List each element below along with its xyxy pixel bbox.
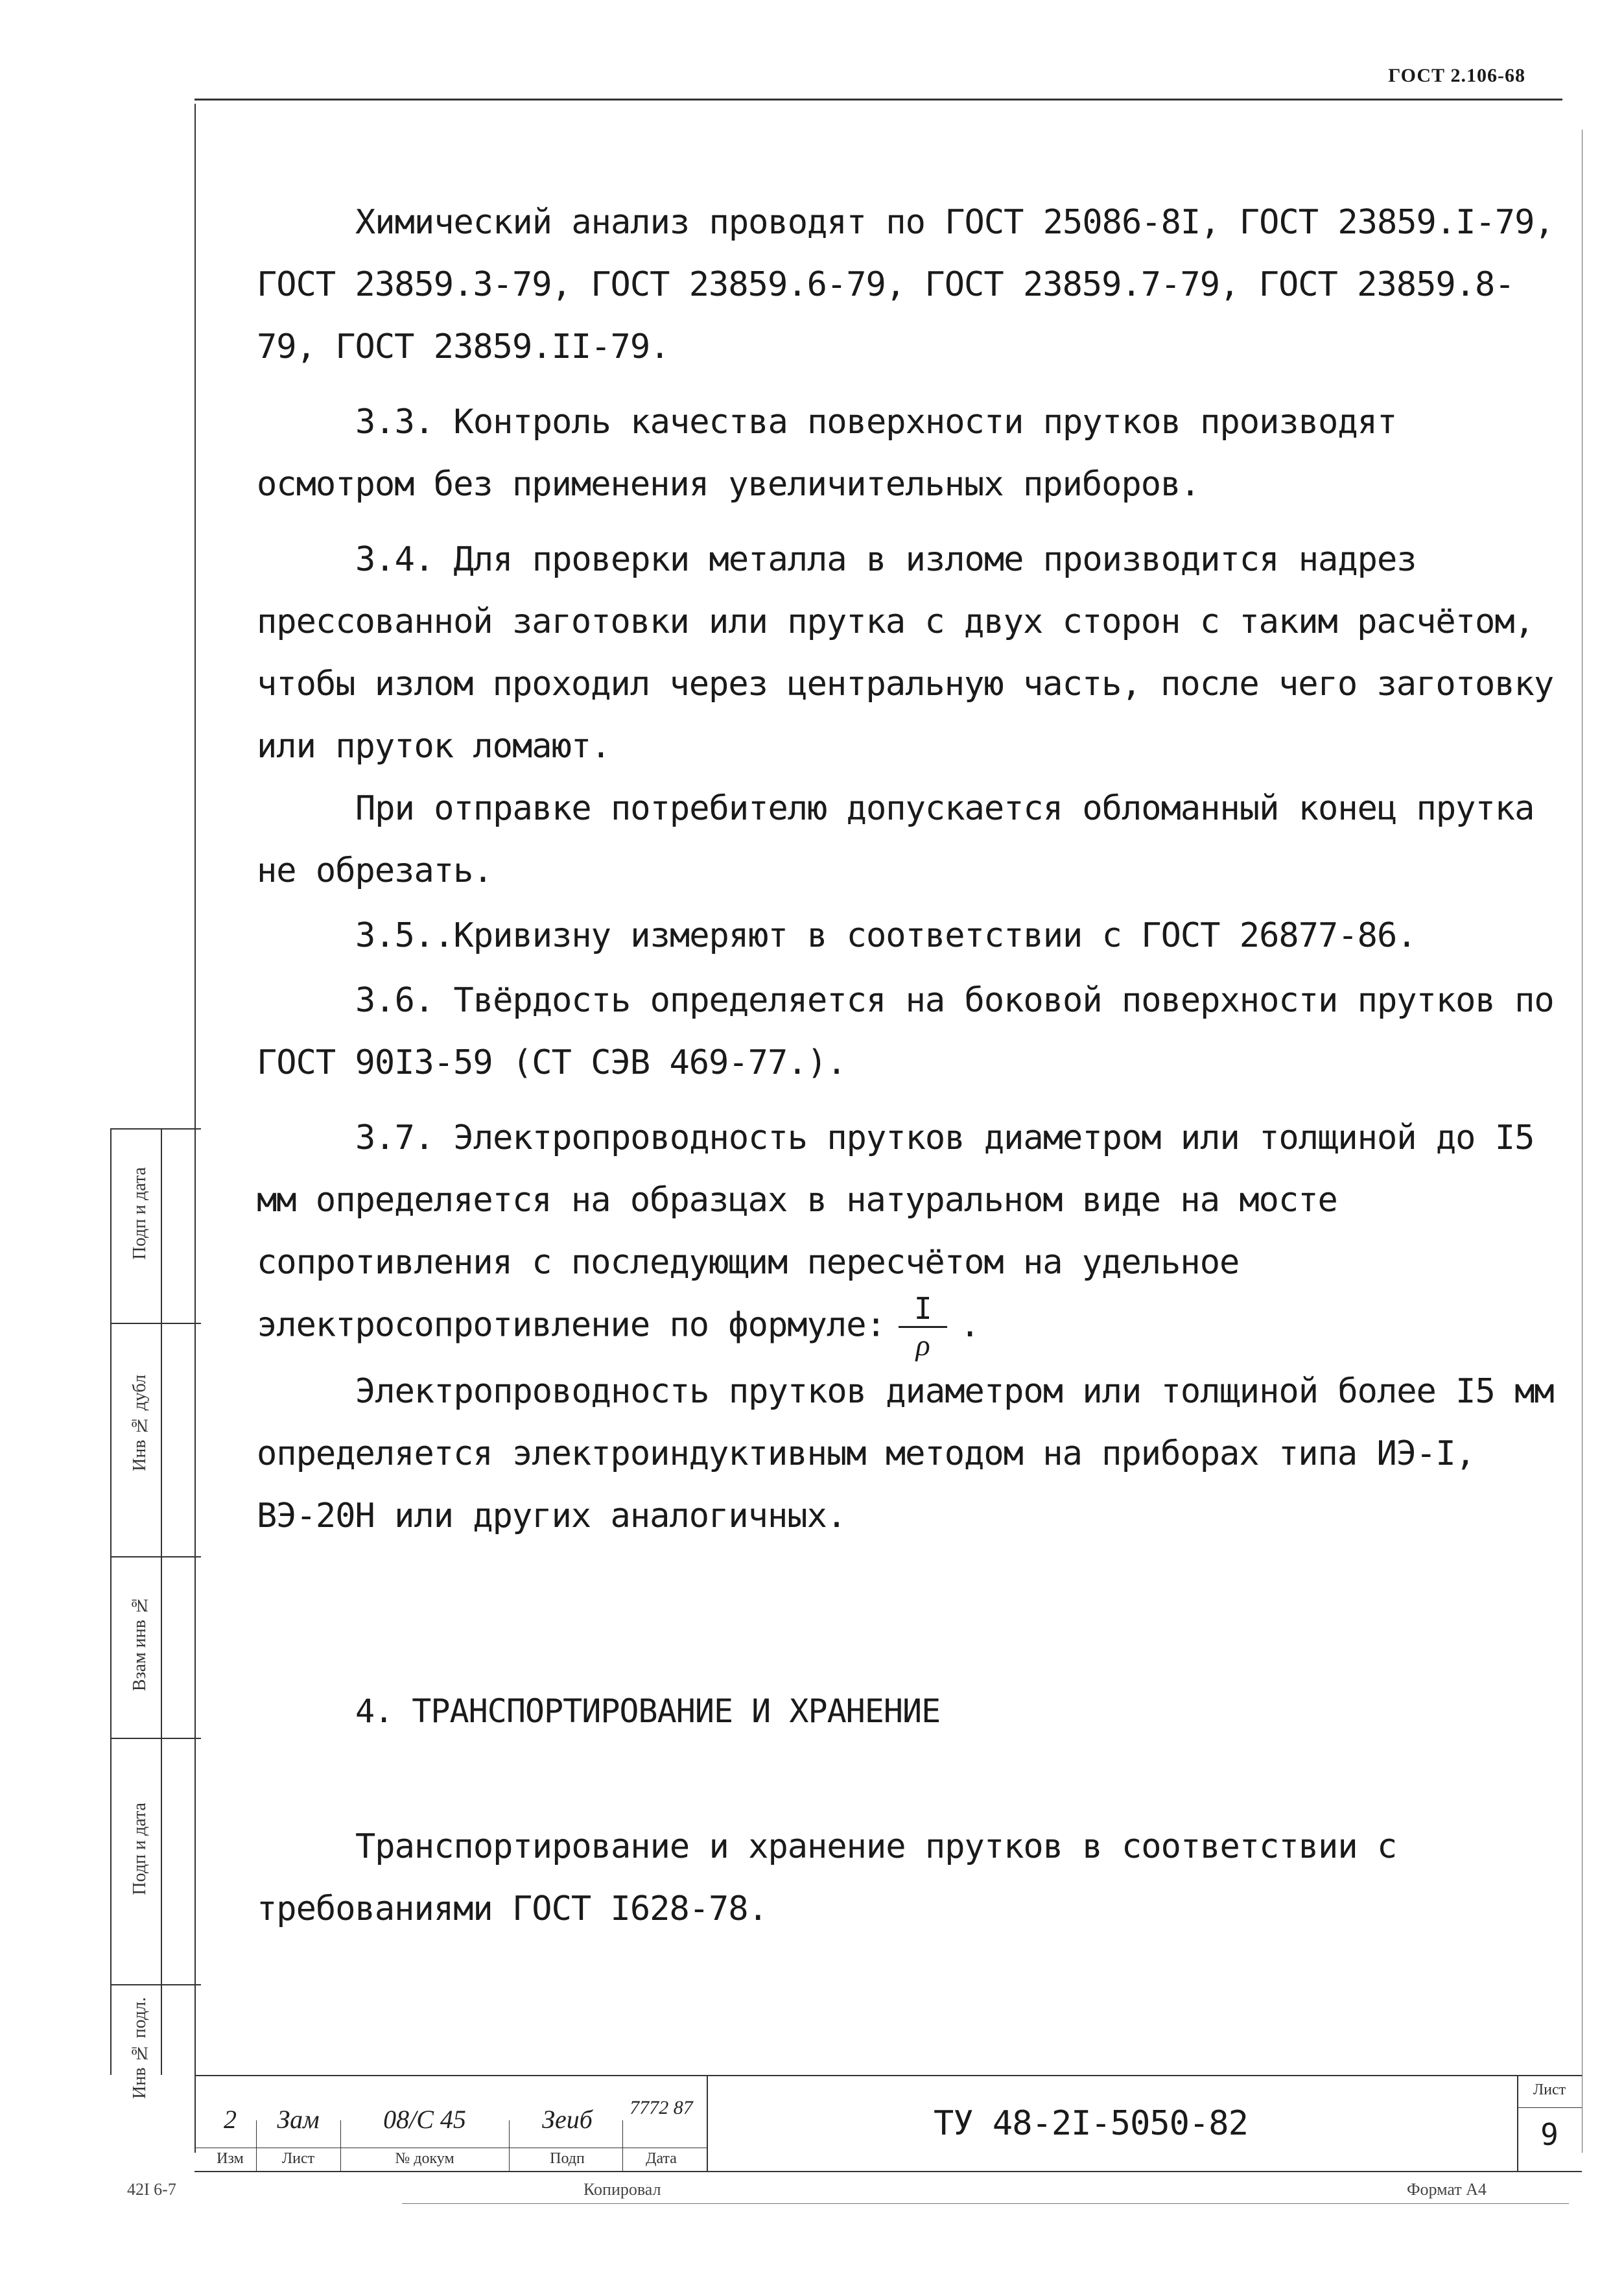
side-stamp-div-4 [110,1738,201,1739]
document-code: ТУ 48-2I-5050-82 [934,2104,1248,2143]
document-body [257,191,1573,1547]
title-block-label-izm: Изм [217,2150,244,2167]
title-block-signature: Зеиб [542,2105,593,2134]
sheet-label: Лист [1533,2081,1566,2098]
footer-format: Формат А4 [1407,2180,1487,2199]
title-block-bottom-line [194,2171,1582,2172]
formula-end-dot: . [959,1305,980,1345]
side-stamp-div-5 [110,1984,201,1985]
formula-numerator: I [899,1294,947,1328]
title-block-divider-sheet [1517,2075,1518,2172]
side-label-inv-podl: Инв № подл. [130,1997,150,2099]
standard-header: ГОСТ 2.106-68 [1388,65,1525,86]
title-block-col-sep-2 [340,2120,341,2171]
paragraph-3-4: 3.4. Для проверки металла в изломе производится надрез прессованной заготовки или прутка с двух сторон с таким расчётом, чтобы излом проходил через центральную часть, после чего заготовку или пруток ломают. [257,540,1554,766]
side-stamp-div-3 [110,1556,201,1557]
paragraph-3-7-text: 3.7. Электропроводность прутков диаметром или толщиной до I5 мм определяется на образцах в натуральном виде на мосте сопротивления с последующим пересчётом на удельное электросопротивление по формуле: [257,1119,1535,1345]
paragraph-3-7-continued: Электропроводность прутков диаметром или толщиной более I5 мм определяется электроиндуктивным методом на приборах типа ИЭ-I, ВЭ-20Н или других аналогичных. [257,1372,1554,1535]
title-block-label-date: Дата [646,2150,677,2167]
sheet-number: 9 [1540,2117,1559,2152]
title-block-divider-main [707,2075,708,2172]
sheet-divider [1517,2107,1582,2108]
paragraph-3-3: 3.3. Контроль качества поверхности прутков производят осмотром без применения увеличительных приборов. [257,403,1397,504]
title-block-col-sep-4 [622,2120,623,2171]
title-block-label-list: Лист [281,2150,315,2167]
paragraph-3-6: 3.6. Твёрдость определяется на боковой поверхности прутков по ГОСТ 90I3-59 (СТ СЭВ 469-77.). [257,981,1554,1082]
title-block-label-doc: № докум [395,2150,454,2167]
title-block-col-sep-1 [256,2120,257,2171]
formula-denominator: ρ [915,1329,930,1362]
title-block-top-line [194,2075,1582,2076]
side-label-inv-dubl: Инв № дубл [130,1375,150,1471]
footer-left-code: 42I 6-7 [127,2180,176,2199]
frame-right-line [1582,130,1583,2153]
title-block-date: 7772 87 [630,2097,693,2118]
footer-copied: Копировал [583,2180,661,2199]
footer-rule [402,2203,1569,2204]
title-block-doc-num: 08/С 45 [383,2105,466,2134]
title-block-col-sep-3 [509,2120,510,2171]
side-label-podp-data-1: Подп и дата [130,1167,150,1260]
paragraph-shipping-note: При отправке потребителю допускается обломанный конец прутка не обрезать. [257,789,1535,890]
paragraph-transport: Транспортирование и хранение прутков в соответствии с требованиями ГОСТ I628-78. [257,1827,1397,1928]
section-4-body [257,1816,1573,1940]
title-block-label-podp: Подп [550,2150,585,2167]
side-stamp-line-2 [161,1128,162,2075]
paragraph-chemical-analysis: Химический анализ проводят по ГОСТ 25086-8I, ГОСТ 23859.I-79, ГОСТ 23859.3-79, ГОСТ 23859.6-79, ГОСТ 23859.7-79, ГОСТ 23859.8-79, ГОСТ 23859.II-79. [257,203,1554,366]
side-stamp-div-2 [110,1323,201,1324]
title-block [194,2075,1582,2172]
title-block-izm: 2 [224,2105,237,2134]
title-block-list: Зам [277,2105,320,2134]
paragraph-3-5: 3.5..Кривизну измеряют в соответствии с ГОСТ 26877-86. [355,916,1417,955]
paragraph-3-7 [257,1107,1573,1360]
section-4-title: 4. ТРАНСПОРТИРОВАНИЕ И ХРАНЕНИЕ [355,1692,941,1730]
side-label-podp-data-2: Подп и дата [130,1803,150,1895]
side-stamp-line-1 [110,1128,112,2075]
header-rule [194,99,1562,101]
side-label-vzam-inv: Взам инв № [130,1595,150,1692]
side-stamp-div-1 [110,1128,201,1130]
formula-reciprocal-rho [899,1291,947,1362]
side-stamp [110,1128,201,2099]
